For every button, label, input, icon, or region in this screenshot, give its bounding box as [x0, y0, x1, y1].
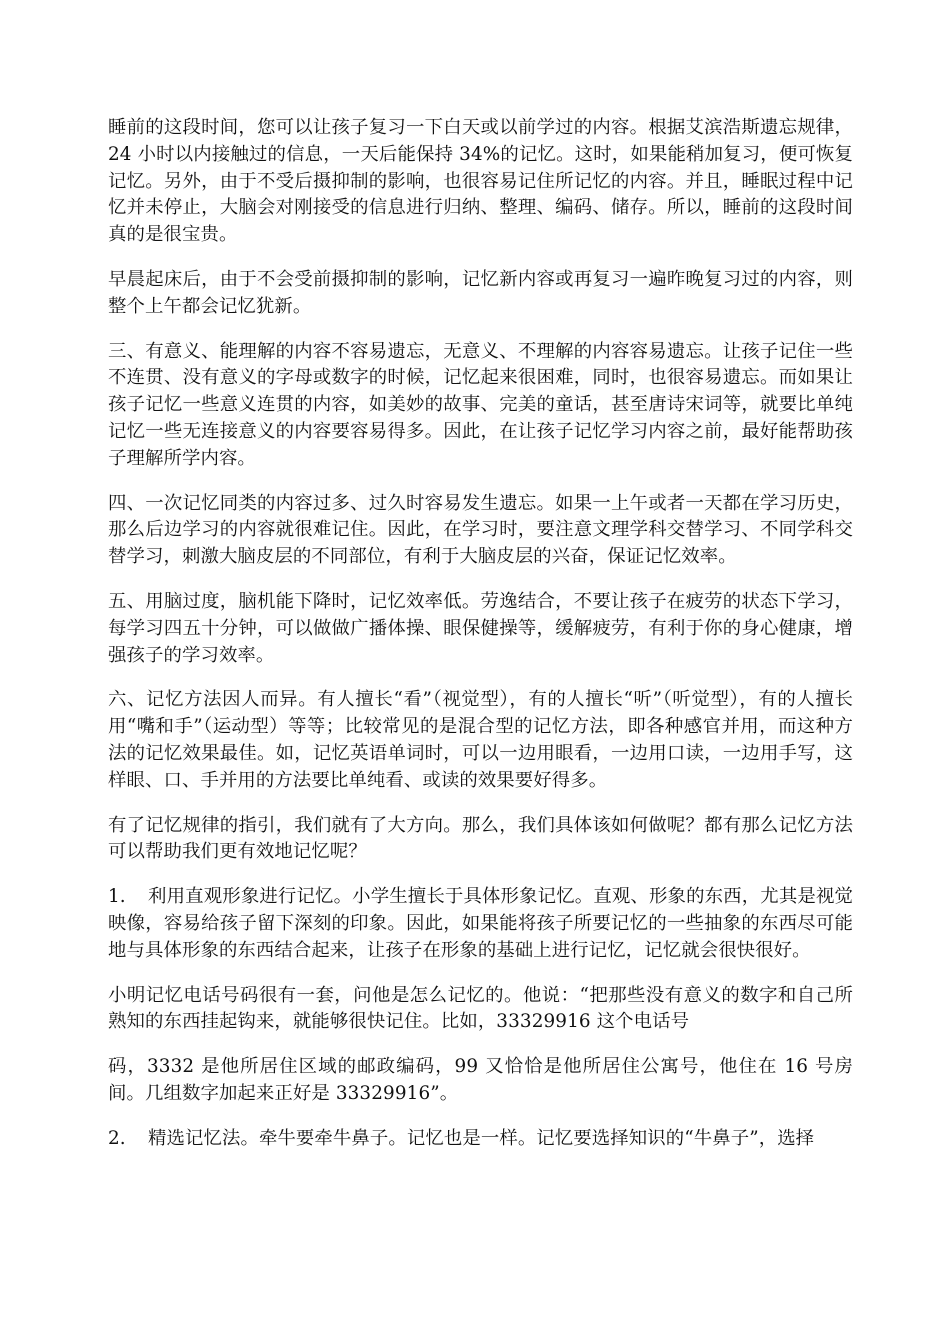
paragraph-point-six: 六、记忆方法因人而异。有人擅长“看”（视觉型），有的人擅长“听”（听觉型），有的人擅长用“嘴和手”（运动型）等等；比较常见的是混合型的记忆方法，即各种感官并用，而这种方法的记忆效果最佳。如，记忆英语单词时，可以一边用眼看，一边用口读，一边用手写，这样眼、口、手并用的方法要比单纯看、或读的效果要好得多。: [108, 689, 853, 791]
list-item-1-text: 利用直观形象进行记忆。小学生擅长于具体形象记忆。直观、形象的东西，尤其是视觉映像，容易给孩子留下深刻的印象。因此，如果能将孩子所要记忆的一些抽象的东西尽可能地与具体形象的东西结合起来，让孩子在形象的基础上进行记忆，记忆就会很快很好。: [108, 886, 853, 961]
list-item-2: [108, 1126, 853, 1153]
paragraph-point-three: 三、有意义、能理解的内容不容易遗忘，无意义、不理解的内容容易遗忘。让孩子记住一些不连贯、没有意义的字母或数字的时候，记忆起来很困难，同时，也很容易遗忘。而如果让孩子记忆一些意义连贯的内容，如美妙的故事、完美的童话，甚至唐诗宋词等，就要比单纯记忆一些无连接意义的内容要容易得多。因此，在让孩子记忆学习内容之前，最好能帮助孩子理解所学内容。: [108, 340, 853, 469]
paragraph-morning: 早晨起床后，由于不会受前摄抑制的影响，记忆新内容或再复习一遍昨晚复习过的内容，则整个上午都会记忆犹新。: [108, 268, 853, 317]
list-item-1-number: 1.: [108, 886, 126, 908]
list-item-1: [108, 884, 853, 964]
list-item-2-text: 精选记忆法。牵牛要牵牛鼻子。记忆也是一样。记忆要选择知识的“牛鼻子”，选择: [148, 1127, 815, 1149]
list-item-2-number: 2.: [108, 1127, 126, 1149]
document-page: [108, 115, 853, 1171]
paragraph-example-part2: 码，3332 是他所居住区域的邮政编码，99 又恰恰是他所居住公寓号，他住在 16 号房间。几组数字加起来正好是 33329916”。: [108, 1056, 853, 1104]
paragraph-sleep-review: 睡前的这段时间，您可以让孩子复习一下白天或以前学过的内容。根据艾滨浩斯遗忘规律，24 小时以内接触过的信息，一天后能保持 34%的记忆。这时，如果能稍加复习，便可恢复记忆。另外，由于不受后摄抑制的影响，也很容易记住所记忆的内容。并且，睡眠过程中记忆并未停止，大脑会对刚接受的信息进行归纳、整理、编码、储存。所以，睡前的这段时间真的是很宝贵。: [108, 117, 853, 246]
paragraph-point-five: 五、用脑过度，脑机能下降时，记忆效率低。劳逸结合，不要让孩子在疲劳的状态下学习，每学习四五十分钟，可以做做广播体操、眼保健操等，缓解疲劳，有利于你的身心健康，增强孩子的学习效率。: [108, 590, 853, 666]
paragraph-example-part1: 小明记忆电话号码很有一套，问他是怎么记忆的。他说：“把那些没有意义的数字和自己所熟知的东西挂起钩来，就能够很快记住。比如，33329916 这个电话号: [108, 984, 853, 1033]
paragraph-point-four: 四、一次记忆同类的内容过多、过久时容易发生遗忘。如果一上午或者一天都在学习历史，那么后边学习的内容就很难记住。因此，在学习时，要注意文理学科交替学习、不同学科交替学习，刺激大脑皮层的不同部位，有利于大脑皮层的兴奋，保证记忆效率。: [108, 492, 853, 568]
paragraph-transition: 有了记忆规律的指引，我们就有了大方向。那么，我们具体该如何做呢？都有那么记忆方法可以帮助我们更有效地记忆呢？: [108, 814, 853, 863]
